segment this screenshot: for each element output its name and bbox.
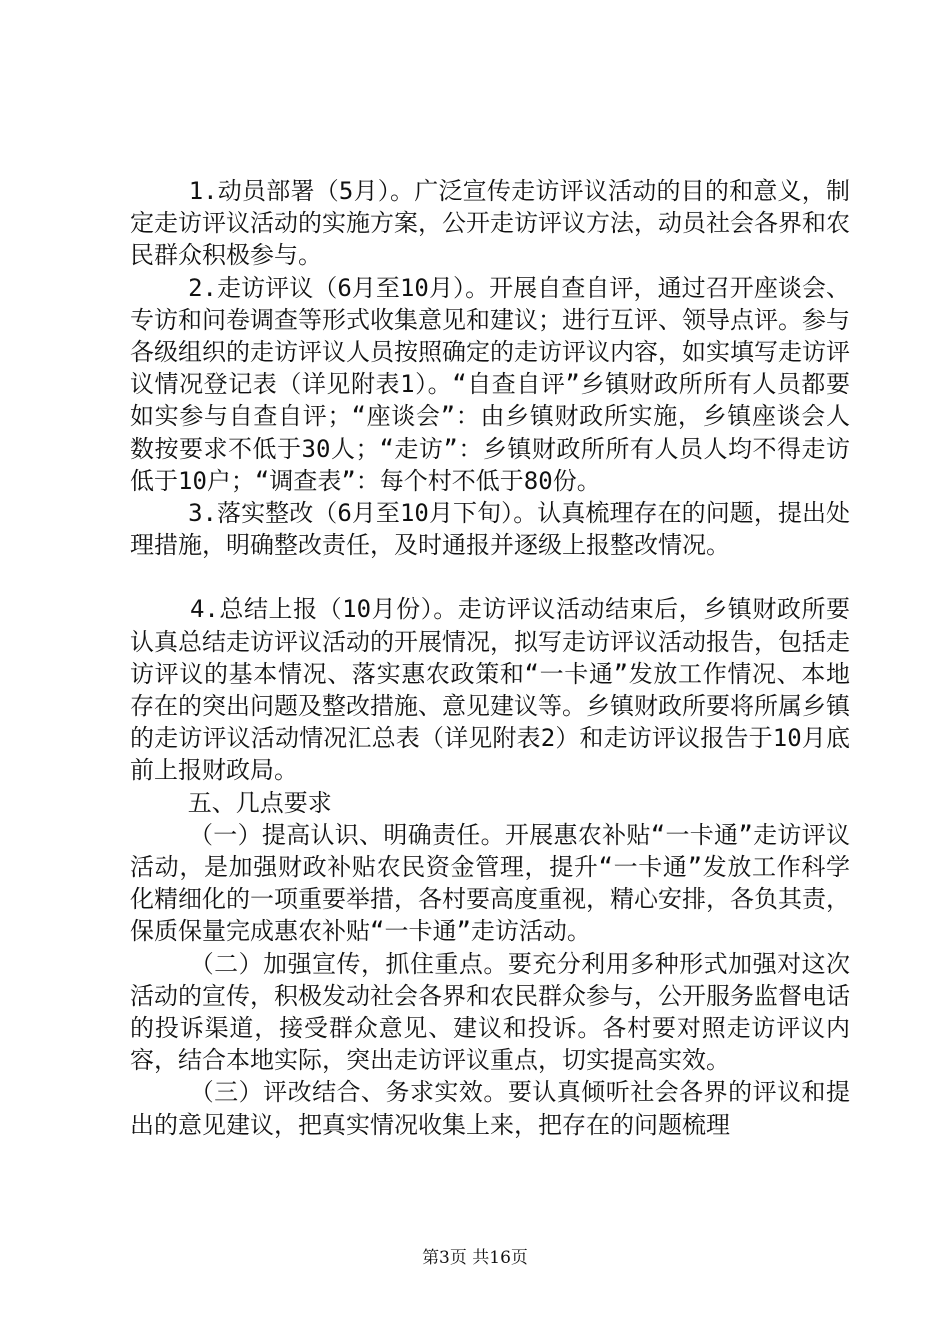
paragraph-mobilization: 1.动员部署（5月）。广泛宣传走访评议活动的目的和意义，制定走访评议活动的实施方案，公开走访评议方法，动员社会各界和农民群众积极参与。 <box>130 177 850 270</box>
paragraph-visit-review: 2.走访评议（6月至10月）。开展自查自评，通过召开座谈会、专访和问卷调查等形式收集意见和建议；进行互评、领导点评。参与各级组织的走访评议人员按照确定的走访评议内容，如实填写走访评议情况登记表（详见附表1）。“自查自评”乡镇财政所所有人员都要如实参与自查自评；“座谈会”：由乡镇财政所实施，乡镇座谈会人数按要求不低于30人；“走访”：乡镇财政所所有人员人均不得走访低于10户；“调查表”：每个村不低于80份。 <box>130 273 851 495</box>
paragraph-requirement-1: （一）提高认识、明确责任。开展惠农补贴“一卡通”走访评议活动，是加强财政补贴农民资金管理，提升“一卡通”发放工作科学化精细化的一项重要举措，各村要高度重视，精心安排，各负其责，保质保量完成惠农补贴“一卡通”走访活动。 <box>130 820 850 946</box>
document-body <box>130 175 850 1141</box>
paragraph-blank <box>130 561 850 593</box>
section-heading-requirements: 五、几点要求 <box>130 788 332 817</box>
paragraph-requirement-3: （三）评改结合、务求实效。要认真倾听社会各界的评议和提出的意见建议，把真实情况收集上来，把存在的问题梳理 <box>130 1078 851 1139</box>
page-number-footer: 第3页 共16页 <box>422 1248 528 1268</box>
paragraph-requirement-2: （二）加强宣传，抓住重点。要充分利用多种形式加强对这次活动的宣传，积极发动社会各界和农民群众参与，公开服务监督电话的投诉渠道，接受群众意见、建议和投诉。各村要对照走访评议内容，结合本地实际，突出走访评议重点，切实提高实效。 <box>130 949 851 1075</box>
paragraph-summary-report: 4.总结上报（10月份）。走访评议活动结束后，乡镇财政所要认真总结走访评议活动的开展情况，拟写走访评议活动报告，包括走访评议的基本情况、落实惠农政策和“一卡通”发放工作情况、本地存在的突出问题及整改措施、意见建议等。乡镇财政所要将所属乡镇的走访评议活动情况汇总表（详见附表2）和走访评议报告于10月底前上报财政局。 <box>130 595 850 785</box>
paragraph-rectification: 3.落实整改（6月至10月下旬）。认真梳理存在的问题，提出处理措施，明确整改责任，及时通报并逐级上报整改情况。 <box>130 499 851 560</box>
